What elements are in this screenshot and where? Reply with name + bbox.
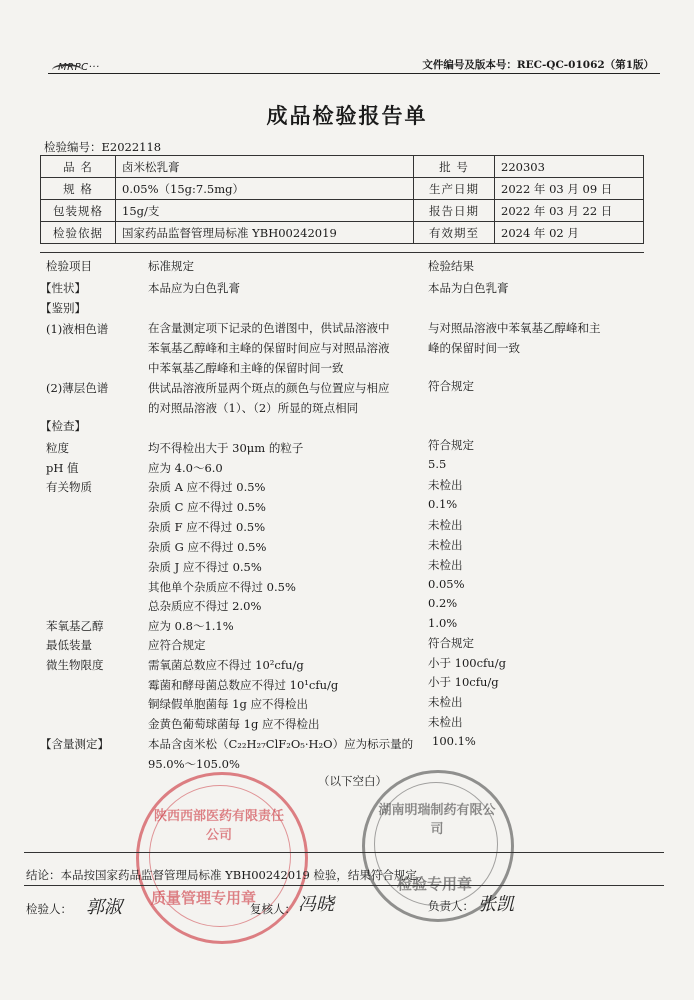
- row-standard: 金黄色葡萄球菌每 1g 应不得检出: [148, 717, 320, 731]
- row-standard: 应为 0.8～1.1%: [148, 619, 234, 633]
- row-result: 0.05%: [428, 577, 465, 591]
- report-date-label: 报告日期: [414, 200, 495, 222]
- table-divider: [40, 252, 644, 253]
- section-character: 【性状】: [40, 281, 86, 295]
- row-item: 微生物限度: [46, 658, 104, 672]
- hplc-result-line: 峰的保留时间一致: [428, 341, 520, 355]
- tlc-standard-line: 供试品溶液所显两个斑点的颜色与位置应与相应: [148, 381, 390, 395]
- batch-value: 220303: [495, 156, 644, 178]
- hplc-standard-line: 在含量测定项下记录的色谱图中，供试品溶液中: [148, 321, 390, 335]
- tlc-standard: [148, 378, 390, 418]
- conclusion-top-divider: [24, 852, 664, 853]
- row-standard: 均不得检出大于 30μm 的粒子: [148, 441, 304, 455]
- info-row: [41, 222, 644, 244]
- report-number: [44, 139, 161, 155]
- mfg-date-label: 生产日期: [414, 178, 495, 200]
- product-label: 品 名: [41, 156, 116, 178]
- hplc-standard-line: 中苯氧基乙醇峰和主峰的保留时间一致: [148, 361, 344, 375]
- row-result: 1.0%: [428, 616, 458, 630]
- quality-stamp: [136, 772, 308, 944]
- row-result: 5.5: [428, 457, 447, 471]
- tlc-item: (2)薄层色谱: [46, 381, 109, 395]
- row-result: 符合规定: [428, 438, 474, 452]
- mfg-date-value: 2022 年 03 月 09 日: [495, 178, 644, 200]
- row-item: 苯氧基乙醇: [46, 619, 104, 633]
- row-standard: 总杂质应不得过 2.0%: [148, 599, 262, 613]
- row-standard: 霉菌和酵母菌总数应不得过 10¹cfu/g: [148, 678, 339, 692]
- section-assay: 【含量测定】: [40, 737, 109, 751]
- conclusion: 结论：本品按国家药品监督管理局标准 YBH00242019 检验，结果符合规定。: [26, 868, 429, 882]
- header-divider: [48, 73, 660, 74]
- hplc-item: (1)液相色谱: [46, 322, 109, 336]
- batch-label: 批 号: [414, 156, 495, 178]
- row-item: 粒度: [46, 441, 69, 455]
- company-logo: [58, 62, 100, 73]
- row-item: pH 值: [46, 461, 79, 475]
- assay-result: 100.1%: [432, 734, 476, 748]
- row-standard: 需氧菌总数应不得过 10²cfu/g: [148, 658, 304, 672]
- column-item-header: 检验项目: [46, 259, 92, 273]
- inspector-label: 检验人：: [26, 902, 72, 916]
- hplc-standard-line: 苯氧基乙醇峰和主峰的保留时间应与对照品溶液: [148, 341, 390, 355]
- pack-label: 包装规格: [41, 200, 116, 222]
- stamp-center-text: 检验专用章: [397, 875, 473, 893]
- basis-label: 检验依据: [41, 222, 116, 244]
- logo-text: MRPC···: [58, 62, 100, 73]
- info-row: [41, 200, 644, 222]
- row-result: 0.1%: [428, 497, 458, 511]
- row-result: 未检出: [428, 715, 463, 729]
- row-item: 有关物质: [46, 480, 92, 494]
- inspector-signature: 郭淑: [86, 897, 122, 918]
- approver-signature: 张凯: [478, 894, 514, 915]
- assay-standard-line2: 95.0%～105.0%: [148, 757, 240, 771]
- tlc-result: 符合规定: [428, 379, 474, 393]
- hplc-result: [428, 318, 601, 358]
- report-number-value: E2022118: [101, 140, 162, 154]
- row-result: 符合规定: [428, 636, 474, 650]
- row-result: 未检出: [428, 558, 463, 572]
- logo-swoosh-icon: [52, 64, 82, 76]
- row-standard: 杂质 J 应不得过 0.5%: [148, 560, 262, 574]
- report-date-value: 2022 年 03 月 22 日: [495, 200, 644, 222]
- row-item: 最低装量: [46, 638, 92, 652]
- reviewer-label: 复核人：: [250, 902, 296, 916]
- stamp-arc-text: 陕西西部医药有限责任公司: [153, 809, 284, 843]
- product-info-table: [40, 155, 644, 244]
- row-standard: 应为 4.0～6.0: [148, 461, 223, 475]
- product-value: 卤米松乳膏: [116, 156, 414, 178]
- row-result: 小于 100cfu/g: [428, 656, 506, 670]
- row-standard: 铜绿假单胞菌每 1g 应不得检出: [148, 697, 308, 711]
- row-standard: 应符合规定: [148, 638, 206, 652]
- section-inspection: 【检查】: [40, 419, 86, 433]
- expiry-value: 2024 年 02 月: [495, 222, 644, 244]
- reviewer-signature: 冯晓: [298, 894, 334, 915]
- row-result: 小于 10cfu/g: [428, 675, 499, 689]
- spec-value: 0.05%（15g:7.5mg）: [116, 178, 414, 200]
- spec-label: 规 格: [41, 178, 116, 200]
- row-result: 未检出: [428, 518, 463, 532]
- hplc-standard: [148, 318, 390, 378]
- info-row: [41, 156, 644, 178]
- row-result: 未检出: [428, 695, 463, 709]
- document-number: 文件编号及版本号：REC-QC-01062（第1版）: [422, 59, 654, 71]
- conclusion-bottom-divider: [24, 885, 664, 886]
- column-standard-header: 标准规定: [148, 259, 194, 273]
- stamp-center-text: 质量管理专用章: [151, 889, 257, 907]
- row-standard: 杂质 F 应不得过 0.5%: [148, 520, 266, 534]
- page-title: 成品检验报告单: [266, 104, 428, 128]
- info-row: [41, 178, 644, 200]
- report-number-label: 检验编号：: [44, 140, 102, 154]
- approver-label: 负责人：: [428, 899, 474, 913]
- row-result: 未检出: [428, 538, 463, 552]
- tlc-standard-line: 的对照品溶液（1）、（2）所显的斑点相同: [148, 401, 359, 415]
- character-standard: 本品应为白色乳膏: [148, 281, 240, 295]
- row-result: 0.2%: [428, 596, 458, 610]
- pack-value: 15g/支: [116, 200, 414, 222]
- row-result: 未检出: [428, 478, 463, 492]
- section-identification: 【鉴别】: [40, 301, 86, 315]
- assay-standard-line1: 本品含卤米松（C₂₂H₂₇ClF₂O₅·H₂O）应为标示量的: [148, 737, 414, 751]
- expiry-label: 有效期至: [414, 222, 495, 244]
- column-result-header: 检验结果: [428, 259, 474, 273]
- stamp-arc-text: 湖南明瑞制药有限公司: [378, 803, 496, 837]
- row-standard: 杂质 C 应不得过 0.5%: [148, 500, 266, 514]
- row-standard: 杂质 A 应不得过 0.5%: [148, 480, 266, 494]
- basis-value: 国家药品监督管理局标准 YBH00242019: [116, 222, 414, 244]
- character-result: 本品为白色乳膏: [428, 281, 509, 295]
- blank-note: （以下空白）: [318, 774, 387, 788]
- hplc-result-line: 与对照品溶液中苯氧基乙醇峰和主: [428, 321, 601, 335]
- row-standard: 其他单个杂质应不得过 0.5%: [148, 580, 296, 594]
- row-standard: 杂质 G 应不得过 0.5%: [148, 540, 267, 554]
